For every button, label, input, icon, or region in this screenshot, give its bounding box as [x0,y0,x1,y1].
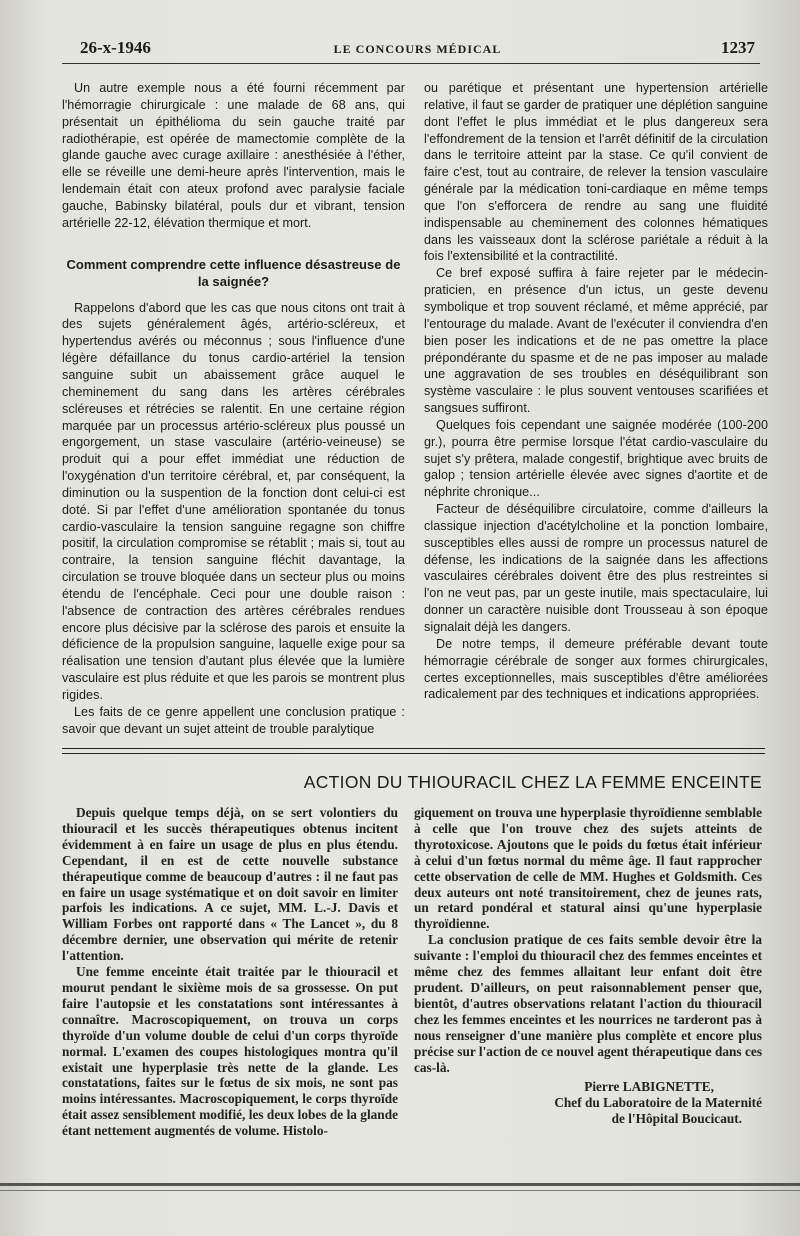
article2-right-column [414,805,762,1127]
paragraph: ou parétique et présentant une hypertension artérielle relative, il faut se garder de pratiquer une déplétion sanguine dont l'effet le plus immédiat et le plus dangereux sera l'effondrement de la tension et l'arrêt définitif de la circulation dans le territoire atteint par la stase. Ce qu'il convient de faire c'est, tout au contraire, de relever la tension vasculaire générale par la médication toni-cardiaque en même temps que l'on s'efforcera de rendre au sang une fluidité indispensable au cheminement des colonnes hématiques dans les vaisseaux dont la sclérose pariétale a réduit à la fois l'extensibilité et la contractilité. [424,81,768,264]
paragraph: Depuis quelque temps déjà, on se sert volontiers du thiouracil et les succès thérapeutiques obtenus incitent évidemment à en faire un usage de plus en plus étendu. Cependant, il en est de cette nouvelle substance thérapeutique comme de beaucoup d'autres : il ne faut pas en faire un usage systématique et on doit savoir en limiter parfois les indications. A ce sujet, MM. L.-J. Davis et William Forbes ont rapporté dans « The Lancet », du 8 décembre dernier, une observation qui mérite de retenir l'attention. [62,805,398,964]
section-divider [62,748,765,754]
paragraph: La conclusion pratique de ces faits semble devoir être la suivante : l'emploi du thiouracil chez des femmes enceintes et même chez des femmes allaitant leur enfant doit être prudent. D'ailleurs, on peut raisonnablement penser que, bientôt, d'autres observations relatant l'action du thiouracil chez les femmes enceintes et les nourrices ne tarderont pas à nous renseigner d'une manière plus complète et encore plus précise sur l'action de ce nouvel agent thérapeutique dans ces cas-là. [414,932,762,1075]
article1-left-column [62,80,405,738]
footer-rule [0,1183,800,1186]
page-header [80,38,755,60]
paragraph: Rappelons d'abord que les cas que nous citons ont trait à des sujets généralement âgés, artério-scléreux, et hypertendus avérés ou méconnus ; sous l'influence d'une légère défaillance du tonus cardio-artériel la tension sanguine subit un abaissement grâce auquel le cheminement du sang dans les artères cérébrales scléreuses et rétrécies se ralentit. En une certaine région marquée par un processus artério-scléreux plus poussé un engorgement, un stase vasculaire (artério-veineuse) se produit qui a pour effet immédiat une réduction de l'oxygénation d'un territoire cérébral, et, par conséquent, la diminution ou la suspention de la fonction dont celui-ci est doté. Si par l'effet d'une amélioration spontanée du tonus cardio-vasculaire la tension sanguine regagne son chiffre positif, la circulation compromise se rétablit ; mais si, tout au contraire, la tension sanguine fléchit davantage, la circulation se trouve bloquée dans un secteur plus ou moins étendu de l'encéphale. Ceci pour une double raison : l'absence de contraction des artères cérébrales rendues encore plus décisive par la sclérose des parois et ensuite la déficience de la propulsion sanguine, laquelle exige pour sa réalisation une tension d'autant plus élevée que la lumière vasculaire est plus réduite et que les parois se montrent plus rigides. [62,300,405,702]
paragraph: Les faits de ce genre appellent une conclusion pratique : savoir que devant un sujet atteint de trouble paralytique [62,704,405,736]
author-signature [414,1079,762,1127]
paragraph: De notre temps, il demeure préférable devant toute hémorragie cérébrale de songer aux formes chirurgicales, certes exceptionnelles, mais susceptibles d'être améliorées radicalement par des techniques et indications appropriées. [424,636,768,702]
article1-subheading: Comment comprendre cette influence désastreuse de la saignée? [66,256,401,289]
article2-left-column [62,805,398,1139]
paragraph: Ce bref exposé suffira à faire rejeter par le médecin-praticien, en présence d'un ictus, un geste devenu symbolique et trop souvent réclamé, et même apprécié, par l'entourage du malade. Avant de l'exécuter il conviendra d'en bien poser les indications et de ne pas omettre la place prépondérante du spasme et de ne pas imposer au malade une aggravation de ses troubles en déséquilibrant son système vasculaire : le plus souvent ventouses scarifiées et sangsues suffiront. [424,266,768,416]
footer-rule-thin [0,1190,800,1191]
author-affiliation: de l'Hôpital Boucicaut. [611,1111,742,1127]
author-name: Pierre LABIGNETTE, [584,1079,714,1095]
article2-title: ACTION DU THIOURACIL CHEZ LA FEMME ENCEINTE [303,772,762,792]
paragraph: Un autre exemple nous a été fourni récemment par l'hémorragie chirurgicale : une malade de 68 ans, qui présentait un épithélioma du sein gauche traité par radiothérapie, est opérée de mamectomie complète de la glande gauche avec curage axillaire : anesthésiée à l'éther, elle se réveille une demi-heure après l'intervention, mais le lendemain était con ateux profond avec paralysie faciale gauche, Babinsky bilatéral, pouls dur et vibrant, tension artérielle 22-12, élévation thermique et mort. [62,81,405,230]
paragraph: Une femme enceinte était traitée par le thiouracil et mourut pendant le sixième mois de sa grossesse. On put faire l'autopsie et les constatations sont intéressantes à connaître. Macroscopiquement, on trouva un corps thyroïde d'un volume double de celui d'un corps thyroïde normal. L'examen des coupes histologiques montra qu'il existait une hyperplasie très nette de la glande. Les constatations, faites sur le fœtus de six mois, ne sont pas moins intéressantes. Macroscopiquement, le corps thyroïde était assez sensiblement modifié, les deux lobes de la glande étant nettement augmentés de volume. Histolo- [62,964,398,1139]
article1-right-column [424,80,768,703]
issue-date: 26-x-1946 [80,38,151,57]
header-rule [62,63,760,64]
page-number: 1237 [721,38,755,57]
paragraph: Facteur de déséquilibre circulatoire, comme d'ailleurs la classique injection d'acétylcholine et la ponction lombaire, susceptibles elles aussi de rompre un processus naturel de défense, les indications de la saignée dans les affections vasculaires cérébrales doivent être des plus restreintes si l'on ne veut pas, par un geste inutile, mais spectaculaire, lui donner un caractère nuisible dont Trousseau à son époque signalait déjà les dangers. [424,502,768,634]
journal-title: LE CONCOURS MÉDICAL [333,42,502,56]
paragraph: giquement on trouva une hyperplasie thyroïdienne semblable à celle que l'on trouve chez des sujets atteints de thyrotoxicose. Ajoutons que le poids du fœtus était inférieur à celui d'un fœtus normal du même âge. Il faut rapprocher cette observation de celle de MM. Hughes et Goldsmith. Ces deux auteurs ont noté transitoirement, chez de jeunes rats, un retard pondéral et statural ainsi qu'une hyperplasie thyroïdienne. [414,805,762,932]
paragraph: Quelques fois cependant une saignée modérée (100-200 gr.), pourra être permise lorsque l'état cardio-vasculaire du sujet s'y prêtera, malade congestif, brightique avec bruits de galop ; tension artérielle élevée avec signes d'aortite et de néphrite chronique... [424,417,768,500]
author-title: Chef du Laboratoire de la Maternité [554,1095,762,1111]
